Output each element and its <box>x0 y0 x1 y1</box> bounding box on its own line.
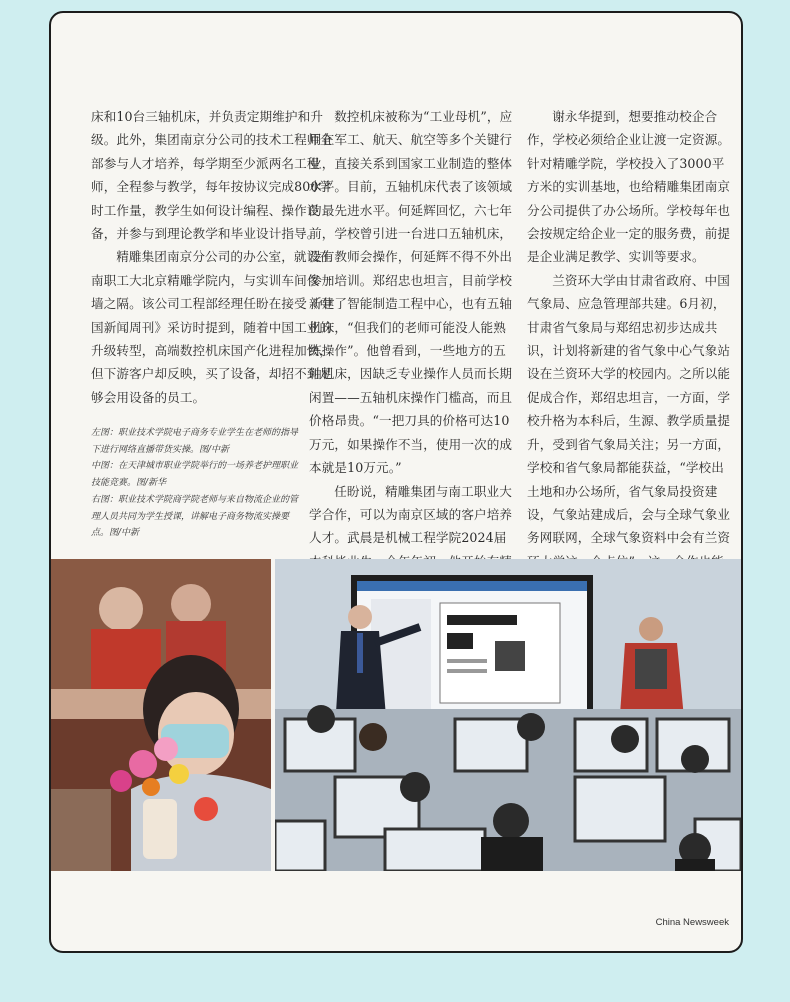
paragraph: 谢永华提到，想要推动校企合作，学校必须给企业让渡一定资源。针对精雕学院，学校投入了3000平方米的实训基地，也给精雕集团南京分公司提供了办公场所。学校每年也会按规定给企业一定的服务费，前提是企业满足教学、实训等要求。 <box>527 109 731 265</box>
caption-left: 左图：职业技术学院电子商务专业学生在老师的指导下进行网络直播带货实操。图/中新 <box>91 428 299 455</box>
caption-middle: 中图：在天津城市职业学院举行的一场养老护理职业技能竞赛。图/新华 <box>91 461 299 489</box>
magazine-page <box>49 11 743 953</box>
student-workstations <box>275 705 741 871</box>
photo-student-with-flowers <box>51 559 271 871</box>
paragraph: 兰资环大学由甘肃省政府、中国气象局、应急管理部共建。6月初，甘肃省气象局与郑绍忠初步达成共识，计划将新建的省气象中心气象站设在兰资环大学的校园内。之所以能促成合作，郑绍忠坦言，一方面，学校升格为本科后，生源、教学质量提升，受到省气象局关注；另一方面，学校和省气象局都能获益，“学校出土地和办公场所，省气象局投资建设，气象站建成后，会与全球气象业务网联网，全球气象资料中会有兰资 <box>527 272 731 546</box>
photo-classroom-lecture <box>275 559 741 871</box>
paragraph: 床和10台三轴机床，并负责定期维护和升级。此外，集团南京分公司的技术工程师全部参与人才培养，每学期至少派两名工程师，全程参与教学，每年按协议完成800学时工作量，教学生如何设计编程、操作设备，并参与到理论教学和毕业设计指导。 <box>91 109 333 242</box>
paragraph: 数控机床被称为“工业母机”，应用在军工、航天、航空等多个关键行业，直接关系到国家工业制造的整体水平。目前，五轴机床代表了该领域的最先进水平。何延辉回忆，六七年前，学校曾引进一台进口五轴机床，没有教师会操作，何延辉不得不外出参加培训。郑绍忠也坦言，目前学校新建了智能制造工程中心，也有五轴机床，“但我们的老师可能没人能熟练操作”。他曾看到，一些地方的五轴机床，因缺乏专业操作人员而长期闲置——五轴机床操作门槛高，而且价格昂贵。“一把刀具的价格可达10万元，如果操作不当，使用一次的成本就是10万元。” <box>309 109 513 476</box>
caption-right: 右图：职业技术学院商学院老师与来自物流企业的管理人员共同为学生授课，讲解电子商务物流实操要点。图/中新 <box>91 494 299 539</box>
magazine-footer: China Newsweek <box>655 917 729 928</box>
display-screen <box>351 575 593 723</box>
photo-captions <box>91 425 303 542</box>
paragraph: 任盼说，精雕集团与南工职业大学合作，可以为南京区域的客户培养人才。武晨是机械工程学院2024届 <box>309 483 513 546</box>
paragraph: 精雕集团南京分公司的办公室，就设在南职工大北京精雕学院内，与实训车间仅一墙之隔。该公司工程部经理任盼在接受《中国新闻周刊》采访时提到，随着中国工业的升级转型，高端数控机床国产化进程加快，但下游客户却反映，买了设备，却招不到足够会用设备的员工。 <box>91 249 333 405</box>
text-column-1 <box>91 105 337 409</box>
